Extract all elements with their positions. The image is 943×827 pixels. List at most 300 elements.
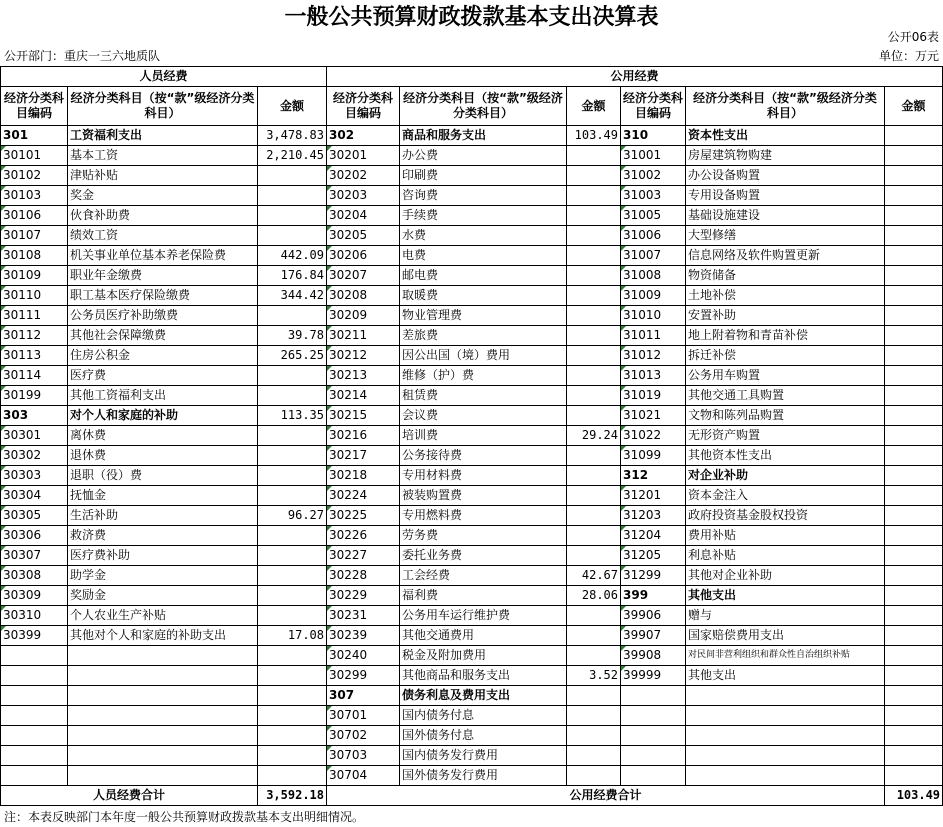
cell-name — [68, 746, 258, 766]
cell-name: 职业年金缴费 — [68, 266, 258, 286]
cell-name: 印刷费 — [400, 166, 567, 186]
cell-code: 31205 — [621, 546, 686, 566]
cell-name: 对民间非营利组织和群众性自治组织补贴 — [686, 646, 885, 666]
cell-amount — [885, 606, 943, 626]
cell-name: 办公设备购置 — [686, 166, 885, 186]
cell-code — [1, 766, 68, 786]
cell-amount — [885, 586, 943, 606]
cell-amount — [885, 706, 943, 726]
cell-name: 津贴补贴 — [68, 166, 258, 186]
table-row — [1, 546, 943, 566]
cell-name: 资本性支出 — [686, 126, 885, 146]
cell-name — [686, 766, 885, 786]
cell-amount: 29.24 — [567, 426, 621, 446]
cell-code: 30113 — [1, 346, 68, 366]
table-row — [1, 486, 943, 506]
cell-code: 31001 — [621, 146, 686, 166]
cell-amount — [885, 166, 943, 186]
cell-name — [686, 726, 885, 746]
cell-amount — [567, 446, 621, 466]
table-row — [1, 146, 943, 166]
cell-code: 30228 — [327, 566, 400, 586]
table-row — [1, 406, 943, 426]
cell-code: 30213 — [327, 366, 400, 386]
cell-name: 其他交通费用 — [400, 626, 567, 646]
cell-name: 信息网络及软件购置更新 — [686, 246, 885, 266]
cell-name: 奖励金 — [68, 586, 258, 606]
cell-code: 30308 — [1, 566, 68, 586]
header-amount: 金额 — [567, 87, 621, 126]
cell-name: 其他支出 — [686, 666, 885, 686]
header-code: 经济分类科目编码 — [1, 87, 68, 126]
cell-amount — [258, 726, 327, 746]
cell-name: 公务员医疗补助缴费 — [68, 306, 258, 326]
cell-amount — [258, 206, 327, 226]
cell-amount — [258, 466, 327, 486]
cell-name: 其他支出 — [686, 586, 885, 606]
cell-code: 30212 — [327, 346, 400, 366]
cell-name: 维修（护）费 — [400, 366, 567, 386]
cell-code: 399 — [621, 586, 686, 606]
cell-amount: 176.84 — [258, 266, 327, 286]
table-row — [1, 466, 943, 486]
cell-amount — [885, 126, 943, 146]
cell-name — [68, 766, 258, 786]
cell-amount — [258, 486, 327, 506]
cell-name: 伙食补助费 — [68, 206, 258, 226]
cell-amount — [258, 766, 327, 786]
cell-name: 安置补助 — [686, 306, 885, 326]
cell-amount — [567, 326, 621, 346]
cell-amount: 3.52 — [567, 666, 621, 686]
cell-name: 培训费 — [400, 426, 567, 446]
cell-name: 离休费 — [68, 426, 258, 446]
cell-code — [1, 706, 68, 726]
cell-code — [1, 646, 68, 666]
cell-code: 31201 — [621, 486, 686, 506]
cell-code: 30111 — [1, 306, 68, 326]
cell-name: 其他资本性支出 — [686, 446, 885, 466]
cell-name: 奖金 — [68, 186, 258, 206]
cell-name — [686, 706, 885, 726]
cell-name: 其他社会保障缴费 — [68, 326, 258, 346]
public-total-label: 公用经费合计 — [327, 786, 885, 806]
cell-amount — [567, 606, 621, 626]
cell-amount — [885, 746, 943, 766]
cell-code: 31010 — [621, 306, 686, 326]
cell-amount — [258, 586, 327, 606]
cell-code: 31203 — [621, 506, 686, 526]
cell-code: 30224 — [327, 486, 400, 506]
cell-name — [68, 706, 258, 726]
cell-name — [68, 666, 258, 686]
cell-amount — [567, 486, 621, 506]
cell-code — [1, 686, 68, 706]
cell-code: 30309 — [1, 586, 68, 606]
cell-code: 31022 — [621, 426, 686, 446]
cell-name: 其他交通工具购置 — [686, 386, 885, 406]
cell-amount — [885, 386, 943, 406]
header-code: 经济分类科目编码 — [621, 87, 686, 126]
cell-code: 30107 — [1, 226, 68, 246]
header-amount: 金额 — [258, 87, 327, 126]
cell-amount — [258, 446, 327, 466]
cell-amount: 113.35 — [258, 406, 327, 426]
cell-amount: 28.06 — [567, 586, 621, 606]
cell-code: 31299 — [621, 566, 686, 586]
cell-amount — [885, 146, 943, 166]
cell-amount — [258, 306, 327, 326]
cell-name — [686, 746, 885, 766]
cell-name: 债务利息及费用支出 — [400, 686, 567, 706]
cell-name: 医疗费 — [68, 366, 258, 386]
cell-name — [68, 726, 258, 746]
cell-name: 房屋建筑物购建 — [686, 146, 885, 166]
cell-code — [621, 766, 686, 786]
cell-code: 30310 — [1, 606, 68, 626]
cell-code: 31012 — [621, 346, 686, 366]
section-public: 公用经费 — [327, 67, 943, 87]
cell-amount — [885, 326, 943, 346]
cell-code: 30216 — [327, 426, 400, 446]
cell-code: 31007 — [621, 246, 686, 266]
expenditure-table — [0, 66, 943, 806]
cell-name: 手续费 — [400, 206, 567, 226]
cell-amount — [885, 666, 943, 686]
cell-name: 机关事业单位基本养老保险费 — [68, 246, 258, 266]
cell-code: 30101 — [1, 146, 68, 166]
cell-amount — [885, 406, 943, 426]
cell-name: 专用设备购置 — [686, 186, 885, 206]
cell-code: 310 — [621, 126, 686, 146]
table-row — [1, 126, 943, 146]
cell-amount — [567, 706, 621, 726]
cell-code: 30239 — [327, 626, 400, 646]
cell-code: 31009 — [621, 286, 686, 306]
table-row — [1, 566, 943, 586]
cell-code: 30301 — [1, 426, 68, 446]
cell-name: 住房公积金 — [68, 346, 258, 366]
cell-amount — [258, 686, 327, 706]
cell-amount — [567, 366, 621, 386]
cell-code: 30203 — [327, 186, 400, 206]
cell-code: 30304 — [1, 486, 68, 506]
cell-name: 国家赔偿费用支出 — [686, 626, 885, 646]
table-row — [1, 686, 943, 706]
cell-code — [621, 686, 686, 706]
cell-amount: 265.25 — [258, 346, 327, 366]
cell-amount — [885, 686, 943, 706]
table-row — [1, 286, 943, 306]
cell-amount — [567, 646, 621, 666]
cell-amount — [258, 426, 327, 446]
cell-code: 30206 — [327, 246, 400, 266]
table-row — [1, 166, 943, 186]
cell-amount — [567, 266, 621, 286]
table-row — [1, 426, 943, 446]
cell-amount — [885, 566, 943, 586]
cell-name: 委托业务费 — [400, 546, 567, 566]
cell-name: 基本工资 — [68, 146, 258, 166]
cell-name: 退职（役）费 — [68, 466, 258, 486]
cell-amount — [258, 646, 327, 666]
cell-name: 咨询费 — [400, 186, 567, 206]
cell-name: 大型修缮 — [686, 226, 885, 246]
cell-code: 31021 — [621, 406, 686, 426]
cell-name: 国内债务发行费用 — [400, 746, 567, 766]
cell-code: 30114 — [1, 366, 68, 386]
table-row — [1, 586, 943, 606]
cell-amount — [258, 166, 327, 186]
cell-name: 邮电费 — [400, 266, 567, 286]
cell-amount — [258, 386, 327, 406]
cell-amount — [567, 286, 621, 306]
cell-name: 医疗费补助 — [68, 546, 258, 566]
cell-name: 差旅费 — [400, 326, 567, 346]
cell-name: 工会经费 — [400, 566, 567, 586]
cell-code: 30229 — [327, 586, 400, 606]
cell-code: 30227 — [327, 546, 400, 566]
cell-name: 个人农业生产补贴 — [68, 606, 258, 626]
cell-code: 30217 — [327, 446, 400, 466]
cell-amount — [885, 766, 943, 786]
header-name: 经济分类科目（按“款”级经济分类科目） — [68, 87, 258, 126]
table-row — [1, 626, 943, 646]
table-row — [1, 726, 943, 746]
cell-name: 职工基本医疗保险缴费 — [68, 286, 258, 306]
cell-amount — [567, 166, 621, 186]
cell-amount — [567, 626, 621, 646]
table-row — [1, 606, 943, 626]
table-id: 公开06表 — [887, 30, 939, 44]
cell-code: 30303 — [1, 466, 68, 486]
cell-code: 31013 — [621, 366, 686, 386]
cell-code: 30703 — [327, 746, 400, 766]
table-row — [1, 266, 943, 286]
cell-amount — [885, 286, 943, 306]
cell-code: 303 — [1, 406, 68, 426]
cell-code: 31099 — [621, 446, 686, 466]
table-row — [1, 506, 943, 526]
cell-code — [621, 726, 686, 746]
table-row — [1, 206, 943, 226]
cell-code: 30218 — [327, 466, 400, 486]
cell-name: 政府投资基金股权投资 — [686, 506, 885, 526]
cell-amount — [567, 146, 621, 166]
cell-name: 租赁费 — [400, 386, 567, 406]
cell-code: 31008 — [621, 266, 686, 286]
cell-name: 赠与 — [686, 606, 885, 626]
cell-amount — [567, 526, 621, 546]
cell-code: 30109 — [1, 266, 68, 286]
table-row — [1, 186, 943, 206]
cell-code: 307 — [327, 686, 400, 706]
cell-name: 被装购置费 — [400, 486, 567, 506]
cell-code: 30225 — [327, 506, 400, 526]
cell-amount — [567, 246, 621, 266]
cell-amount — [567, 546, 621, 566]
cell-name: 对企业补助 — [686, 466, 885, 486]
cell-amount — [567, 386, 621, 406]
cell-name: 生活补助 — [68, 506, 258, 526]
cell-code: 30702 — [327, 726, 400, 746]
table-row — [1, 226, 943, 246]
cell-code: 30199 — [1, 386, 68, 406]
cell-code — [1, 726, 68, 746]
cell-name: 利息补贴 — [686, 546, 885, 566]
cell-name: 资本金注入 — [686, 486, 885, 506]
header-name: 经济分类科目（按“款”级经济分类科目） — [400, 87, 567, 126]
table-row — [1, 246, 943, 266]
cell-amount — [885, 466, 943, 486]
cell-amount: 3,478.83 — [258, 126, 327, 146]
cell-amount — [567, 206, 621, 226]
cell-amount — [885, 626, 943, 646]
cell-code: 30240 — [327, 646, 400, 666]
cell-code: 31019 — [621, 386, 686, 406]
unit-label: 单位：万元 — [878, 49, 939, 63]
cell-name: 抚恤金 — [68, 486, 258, 506]
cell-amount — [885, 446, 943, 466]
cell-amount: 442.09 — [258, 246, 327, 266]
cell-code — [1, 666, 68, 686]
cell-code: 312 — [621, 466, 686, 486]
table-row — [1, 366, 943, 386]
cell-name: 公务接待费 — [400, 446, 567, 466]
table-row — [1, 746, 943, 766]
cell-amount — [885, 526, 943, 546]
cell-amount — [885, 226, 943, 246]
cell-code: 30202 — [327, 166, 400, 186]
cell-amount — [567, 746, 621, 766]
cell-amount — [567, 766, 621, 786]
cell-name: 专用材料费 — [400, 466, 567, 486]
cell-amount — [885, 506, 943, 526]
cell-name: 其他工资福利支出 — [68, 386, 258, 406]
cell-code — [621, 706, 686, 726]
department-label: 公开部门：重庆一三六地质队 — [4, 49, 161, 63]
cell-code: 30299 — [327, 666, 400, 686]
cell-amount — [885, 646, 943, 666]
cell-code: 31005 — [621, 206, 686, 226]
cell-code: 30704 — [327, 766, 400, 786]
cell-code: 30307 — [1, 546, 68, 566]
cell-code: 30215 — [327, 406, 400, 426]
cell-name: 公务用车购置 — [686, 366, 885, 386]
cell-amount — [258, 566, 327, 586]
cell-name: 国内债务付息 — [400, 706, 567, 726]
cell-name: 商品和服务支出 — [400, 126, 567, 146]
cell-amount — [258, 606, 327, 626]
cell-amount: 39.78 — [258, 326, 327, 346]
cell-name: 文物和陈列品购置 — [686, 406, 885, 426]
table-row — [1, 346, 943, 366]
cell-code — [621, 746, 686, 766]
cell-name: 费用补贴 — [686, 526, 885, 546]
cell-name: 救济费 — [68, 526, 258, 546]
cell-name: 公务用车运行维护费 — [400, 606, 567, 626]
cell-amount — [258, 746, 327, 766]
cell-code: 31002 — [621, 166, 686, 186]
cell-amount — [258, 666, 327, 686]
cell-code: 302 — [327, 126, 400, 146]
cell-name: 拆迁补偿 — [686, 346, 885, 366]
table-row — [1, 326, 943, 346]
cell-code: 30226 — [327, 526, 400, 546]
cell-code: 31006 — [621, 226, 686, 246]
cell-name — [686, 686, 885, 706]
cell-name: 劳务费 — [400, 526, 567, 546]
table-row — [1, 706, 943, 726]
cell-code — [1, 746, 68, 766]
cell-code: 30106 — [1, 206, 68, 226]
table-row — [1, 306, 943, 326]
cell-amount — [567, 726, 621, 746]
header-code: 经济分类科目编码 — [327, 87, 400, 126]
cell-code: 39906 — [621, 606, 686, 626]
cell-name: 助学金 — [68, 566, 258, 586]
cell-name: 福利费 — [400, 586, 567, 606]
table-row — [1, 666, 943, 686]
cell-name: 其他对个人和家庭的补助支出 — [68, 626, 258, 646]
cell-amount — [258, 706, 327, 726]
cell-name: 无形资产购置 — [686, 426, 885, 446]
cell-code: 30305 — [1, 506, 68, 526]
cell-code: 30205 — [327, 226, 400, 246]
cell-amount — [885, 486, 943, 506]
table-row — [1, 386, 943, 406]
cell-code: 30112 — [1, 326, 68, 346]
cell-amount — [885, 426, 943, 446]
cell-code: 30214 — [327, 386, 400, 406]
cell-amount — [885, 186, 943, 206]
cell-name — [68, 686, 258, 706]
cell-code: 30306 — [1, 526, 68, 546]
cell-code: 30399 — [1, 626, 68, 646]
cell-amount — [885, 346, 943, 366]
cell-amount — [885, 206, 943, 226]
cell-name: 水费 — [400, 226, 567, 246]
cell-amount — [885, 366, 943, 386]
cell-name: 国外债务发行费用 — [400, 766, 567, 786]
cell-code: 30110 — [1, 286, 68, 306]
cell-name: 土地补偿 — [686, 286, 885, 306]
cell-code: 301 — [1, 126, 68, 146]
section-personnel: 人员经费 — [1, 67, 327, 87]
cell-name: 取暖费 — [400, 286, 567, 306]
cell-code: 30204 — [327, 206, 400, 226]
cell-amount: 2,210.45 — [258, 146, 327, 166]
cell-code: 30103 — [1, 186, 68, 206]
cell-name: 因公出国（境）费用 — [400, 346, 567, 366]
cell-amount — [567, 506, 621, 526]
cell-amount: 96.27 — [258, 506, 327, 526]
cell-name: 国外债务付息 — [400, 726, 567, 746]
cell-code: 30211 — [327, 326, 400, 346]
cell-amount — [258, 366, 327, 386]
cell-code: 30208 — [327, 286, 400, 306]
cell-name: 退休费 — [68, 446, 258, 466]
cell-code: 30108 — [1, 246, 68, 266]
cell-code: 31011 — [621, 326, 686, 346]
cell-amount — [258, 526, 327, 546]
cell-code: 30302 — [1, 446, 68, 466]
header-name: 经济分类科目（按“款”级经济分类科目） — [686, 87, 885, 126]
cell-name: 物业管理费 — [400, 306, 567, 326]
cell-code: 39907 — [621, 626, 686, 646]
cell-name: 会议费 — [400, 406, 567, 426]
cell-amount — [567, 686, 621, 706]
